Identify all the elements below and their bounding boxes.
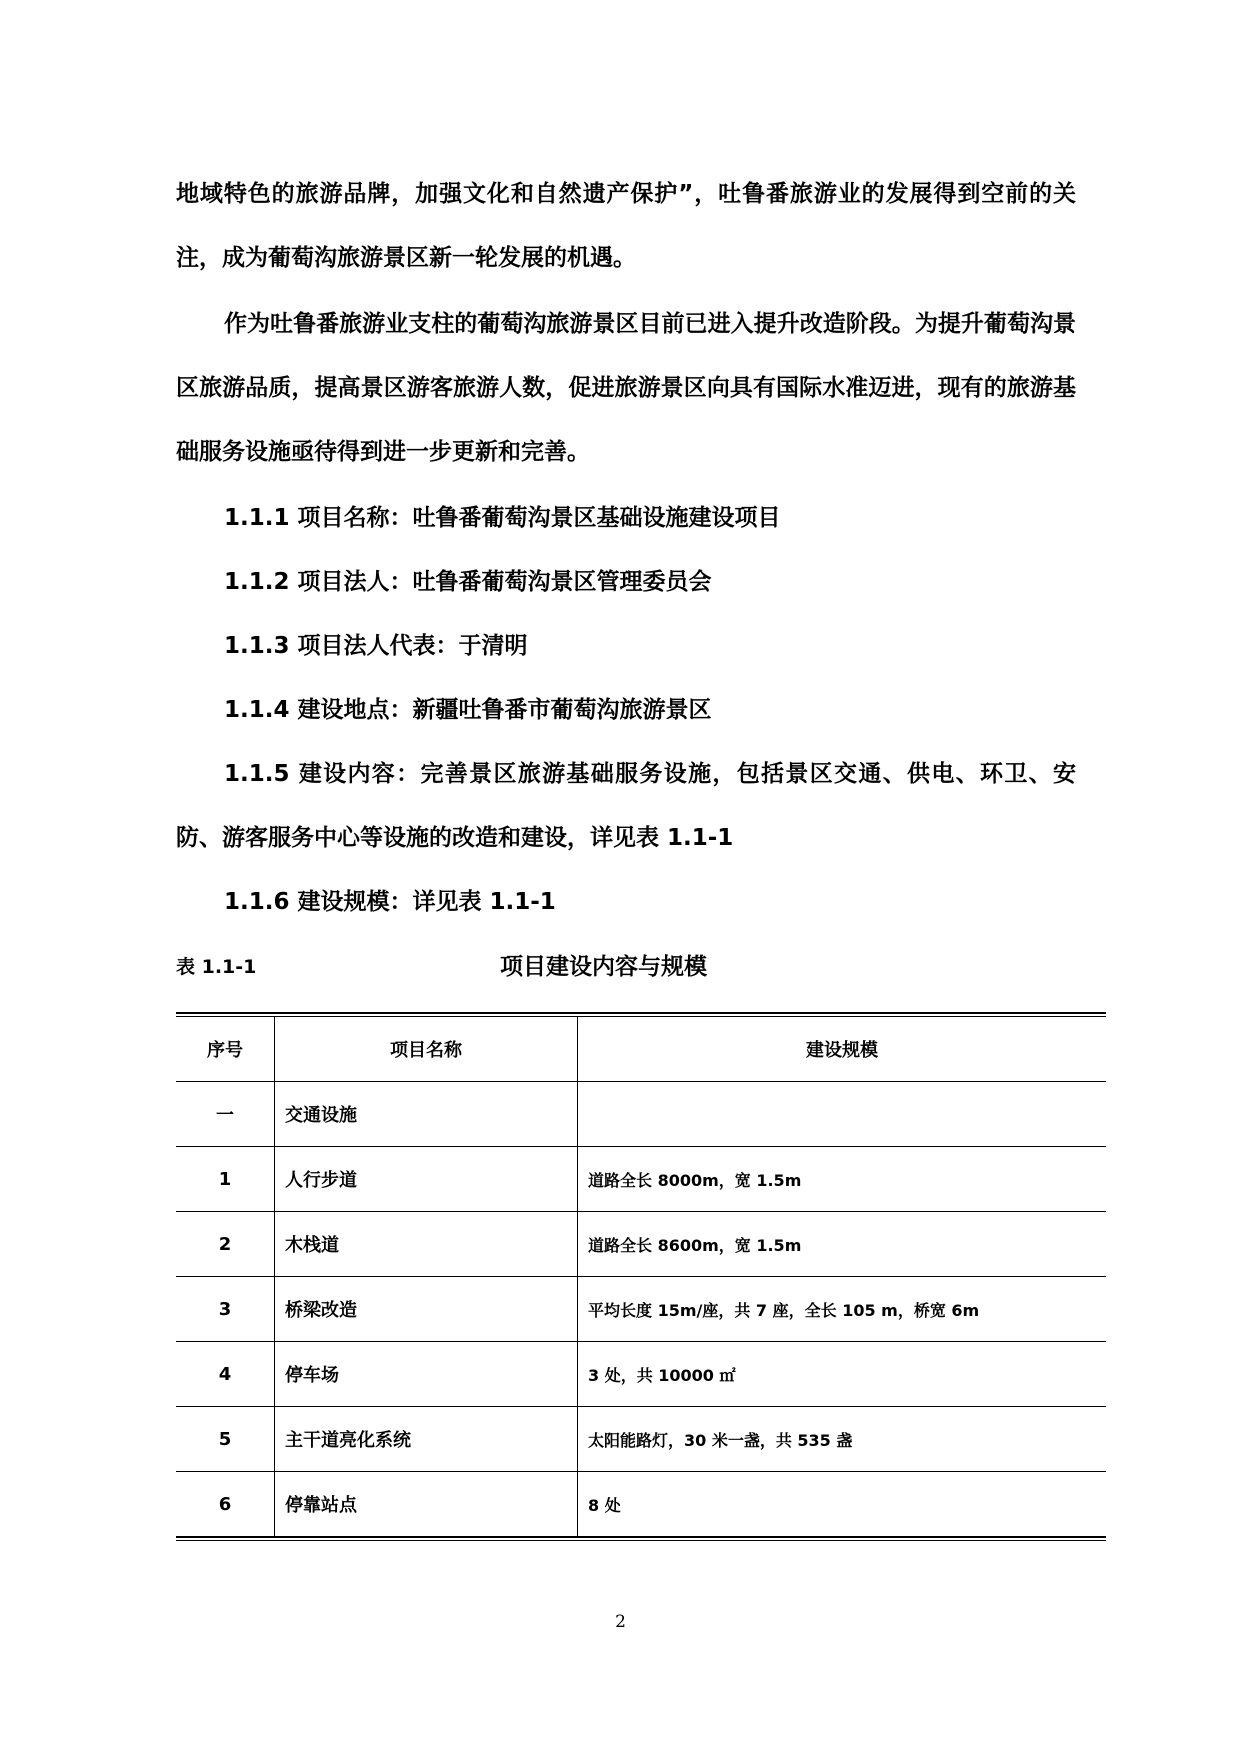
cell-no: 3 — [176, 1277, 275, 1342]
item-project-name: 1.1.1 项目名称：吐鲁番葡萄沟景区基础设施建设项目 — [224, 505, 781, 531]
table-grid — [176, 1017, 1106, 1536]
cell-name: 交通设施 — [275, 1082, 578, 1147]
cell-no: 2 — [176, 1212, 275, 1277]
table-caption-number: 表 1.1-1 — [176, 956, 257, 978]
header-scale: 建设规模 — [578, 1017, 1107, 1082]
item-location: 1.1.4 建设地点：新疆吐鲁番市葡萄沟旅游景区 — [224, 697, 712, 723]
cell-no: 1 — [176, 1147, 275, 1212]
item-project-owner: 1.1.2 项目法人：吐鲁番葡萄沟景区管理委员会 — [224, 569, 712, 595]
cell-scale: 道路全长 8600m，宽 1.5m — [578, 1212, 1107, 1277]
table-caption-title: 项目建设内容与规模 — [500, 954, 707, 980]
cell-name: 停靠站点 — [275, 1472, 578, 1537]
table-row — [176, 1212, 1106, 1277]
content-table — [176, 1012, 1106, 1541]
cell-name: 木栈道 — [275, 1212, 578, 1277]
table-row — [176, 1147, 1106, 1212]
table-row — [176, 1082, 1106, 1147]
table-row — [176, 1342, 1106, 1407]
header-no: 序号 — [176, 1017, 275, 1082]
cell-scale: 太阳能路灯，30 米一盏，共 535 盏 — [578, 1407, 1107, 1472]
cell-scale: 8 处 — [588, 1495, 621, 1515]
body-paragraph-1: 地域特色的旅游品牌，加强文化和自然遗产保护”，吐鲁番旅游业的发展得到空前的关注，成为葡萄沟旅游景区新一轮发展的机遇。 — [176, 181, 1076, 271]
cell-name: 停车场 — [275, 1342, 578, 1407]
cell-scale: 平均长度 15m/座，共 7 座，全长 105 m，桥宽 6m — [578, 1277, 1107, 1342]
table-row — [176, 1472, 1106, 1537]
table-header-row — [176, 1017, 1106, 1082]
header-name: 项目名称 — [275, 1017, 578, 1082]
cell-no: 一 — [176, 1082, 275, 1147]
table-row — [176, 1277, 1106, 1342]
table-row — [176, 1407, 1106, 1472]
cell-scale: 道路全长 8000m，宽 1.5m — [578, 1147, 1107, 1212]
table-bottom-rule — [176, 1536, 1106, 1541]
cell-name: 人行步道 — [275, 1147, 578, 1212]
page-number: 2 — [615, 1612, 626, 1632]
cell-scale — [578, 1082, 1107, 1147]
cell-no: 4 — [176, 1342, 275, 1407]
body-paragraph-2: 作为吐鲁番旅游业支柱的葡萄沟旅游景区目前已进入提升改造阶段。为提升葡萄沟景区旅游品质，提高景区游客旅游人数，促进旅游景区向具有国际水准迈进，现有的旅游基础服务设施亟待得到进一步更新和完善。 — [176, 311, 1076, 465]
cell-scale: 3 处，共 10000 ㎡ — [578, 1342, 1107, 1407]
item-content: 1.1.5 建设内容：完善景区旅游基础服务设施，包括景区交通、供电、环卫、安防、游客服务中心等设施的改造和建设，详见表 1.1-1 — [176, 761, 1076, 851]
cell-no: 6 — [176, 1472, 275, 1537]
item-legal-representative: 1.1.3 项目法人代表：于清明 — [224, 633, 528, 659]
cell-name: 桥梁改造 — [275, 1277, 578, 1342]
cell-no: 5 — [176, 1407, 275, 1472]
cell-name: 主干道亮化系统 — [275, 1407, 578, 1472]
item-scale: 1.1.6 建设规模：详见表 1.1-1 — [224, 889, 556, 915]
